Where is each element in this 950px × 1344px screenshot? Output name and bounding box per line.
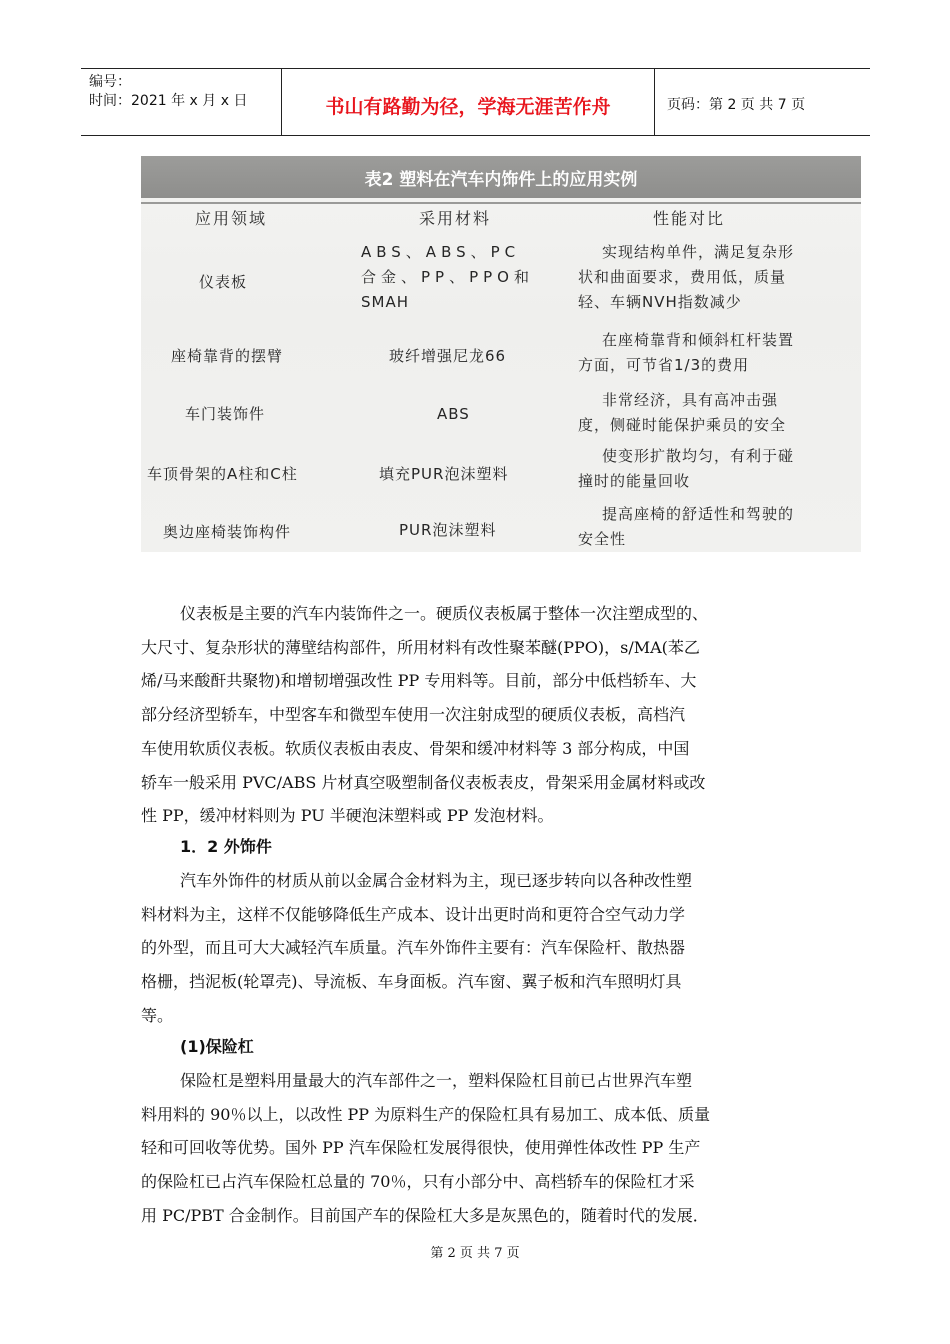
- table-cell-field: 车顶骨架的A柱和C柱: [147, 465, 298, 483]
- table-cell-field: 座椅靠背的摆臂: [171, 347, 284, 365]
- table-header-field: 应用领域: [195, 209, 268, 228]
- scanned-table-image: [141, 156, 861, 552]
- table-cell-material: PUR泡沫塑料: [399, 521, 497, 539]
- paragraph-dashboard: 仪表板是主要的汽车内装饰件之一。硬质仪表板属于整体一次注塑成型的、 大尺寸、复杂形状的薄壁结构部件，所用材料有改性聚苯醚(PPO)，s/MA(苯乙 烯/马来酸酐共聚物)和增韧增强改性 PP 专用料等。目前，部分中低档轿车、大 部分经济型轿车，中型客车和微型车使用一次注射成型的硬质仪表板，高档汽 车使用软质仪表板。软质仪表板由表皮、骨架和缓冲材料等 3 部分构成，中国 轿车一般采用 PVC/ABS 片材真空吸塑制备仪表板表皮，骨架采用金属材料或改 性 PP，缓冲材料则为 PU 半硬泡沫塑料或 PP 发泡材料。: [141, 604, 709, 826]
- table-cell-material: 填充PUR泡沫塑料: [379, 465, 509, 483]
- header-page-info: 页码：第 2 页 共 7 页: [667, 97, 806, 113]
- table-cell-field: 车门装饰件: [185, 405, 266, 423]
- table-cell-performance: 非常经济，具有高冲击强 度，侧碰时能保护乘员的安全: [578, 391, 787, 434]
- page-header: [81, 68, 870, 136]
- page-footer: 第 2 页 共 7 页: [430, 1246, 520, 1261]
- document-date: 时间：2021 年 x 月 x 日: [89, 93, 248, 109]
- table-rule: [141, 202, 861, 204]
- table-cell-material: ABS、ABS、PC 合金、PP、PPO和 SMAH: [361, 243, 534, 311]
- table-cell-material: 玻纤增强尼龙66: [389, 347, 507, 365]
- section-heading-bumper: (1)保险杠: [180, 1037, 254, 1056]
- paragraph-exterior: 汽车外饰件的材质从前以金属合金材料为主，现已逐步转向以各种改性塑 料材料为主，这样不仅能够降低生产成本、设计出更时尚和更符合空气动力学 的外型，而且可大大减轻汽车质量。汽车外饰件主要有：汽车保险杆、散热器 格栅，挡泥板(轮罩壳)、导流板、车身面板。汽车窗、翼子板和汽车照明灯具 等。: [141, 871, 693, 1025]
- table-cell-performance: 在座椅靠背和倾斜杠杆装置 方面，可节省1/3的费用: [578, 331, 795, 374]
- table-header-performance: 性能对比: [653, 209, 726, 228]
- table-cell-field: 奥边座椅装饰构件: [163, 523, 292, 541]
- table-cell-performance: 提高座椅的舒适性和驾驶的 安全性: [578, 505, 795, 548]
- header-motto: 书山有路勤为径，学海无涯苦作舟: [282, 69, 655, 135]
- table-cell-field: 仪表板: [199, 273, 248, 291]
- document-number-label: 编号：: [89, 74, 131, 90]
- table-title: 表2 塑料在汽车内饰件上的应用实例: [141, 156, 861, 198]
- table-cell-performance: 使变形扩散均匀，有利于碰 撞时的能量回收: [578, 447, 795, 490]
- section-heading-exterior: 1．2 外饰件: [180, 837, 272, 856]
- paragraph-bumper: 保险杠是塑料用量最大的汽车部件之一，塑料保险杠目前已占世界汽车塑 料用料的 90％以上，以改性 PP 为原料生产的保险杠具有易加工、成本低、质量 轻和可回收等优势。国外 PP 汽车保险杠发展得很快，使用弹性体改性 PP 生产 的保险杠已占汽车保险杠总量的 70％，只有小部分中、高档轿车的保险杠才采 用 PC/PBT 合金制作。目前国产车的保险杠大多是灰黑色的，随着时代的发展．: [141, 1071, 711, 1225]
- table-header-material: 采用材料: [419, 209, 492, 228]
- table-cell-performance: 实现结构单件，满足复杂形 状和曲面要求，费用低，质量 轻、车辆NVH指数减少: [578, 243, 795, 311]
- header-meta: [81, 69, 282, 135]
- table-cell-material: ABS: [437, 405, 470, 423]
